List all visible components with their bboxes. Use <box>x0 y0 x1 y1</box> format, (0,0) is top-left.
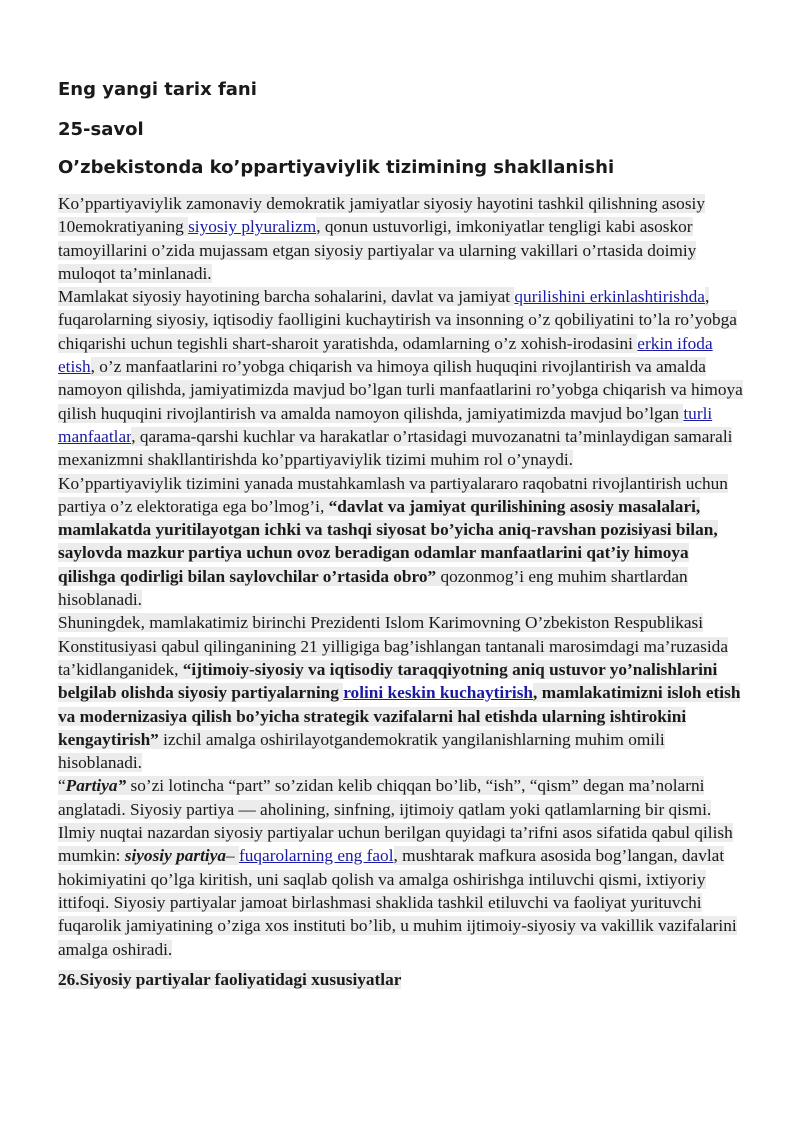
document-page <box>58 74 748 993</box>
next-question-heading: 26.Siyosiy partiyalar faoliyatidagi xususiyatlar <box>58 969 402 989</box>
paragraph-text: , o’z manfaatlarini ro’yobga chiqarish va himoya qilish huquqini rivojlantirish va amalda namoyon qilishda, jamiyatimizda mavjud bo’lgan turli manfaatlarini ro’yobga chiqarish va himoya qilish huquqini rivojlantirish va amalda namoyon qilishda, jamiyatimizda mavjud bo’lgan <box>58 357 743 423</box>
paragraph-text: , mushtarak mafkura asosida bog’langan, davlat hokimiyatini qo’lga kiritish, uni saqlab qolish va amalga oshirishga intiluvchi qismi, ixtiyoriy ittifoqi. Siyosiy partiyalar jamoat birlashmasi shaklida tashkil etiluvchi va faoliyat yurituvchi fuqarolik jamiyatining o’ziga xos instituti bo’lib, u muhim ijtimoiy-siyosiy va vakillik vazifalarini amalga oshiradi. <box>58 846 737 959</box>
link-qurilishini-erkinlashtirishda[interactable]: qurilishini erkinlashtirishda <box>514 287 705 307</box>
subject-heading: Eng yangi tarix fani <box>58 79 257 100</box>
bold-quote: , mamlakatimizni isloh etish va modernizasiya qilish bo’yicha strategik vazifalarni hal etishda ularning ishtirokini kengaytirish” <box>58 683 741 749</box>
paragraph-1 <box>58 192 748 285</box>
bold-italic-term: Partiya” <box>65 776 127 796</box>
paragraph-text: – <box>226 846 239 866</box>
paragraph-4 <box>58 611 748 774</box>
topic-heading: O’zbekistonda ko’ppartiyaviylik tizimining shakllanishi <box>58 157 615 178</box>
paragraph-text: , qonun ustuvorligi, imkoniyatlar tengligi kabi asoskor tamoyillarini o’zida mujassam etgan siyosiy partiyalar va ularning vakillari o’rtasida doimiy muloqot ta’minlanadi. <box>58 217 697 283</box>
question-number-heading: 25-savol <box>58 119 144 140</box>
document-body <box>58 192 748 961</box>
bold-quote: “ijtimoiy-siyosiy va iqtisodiy taraqqiyotning aniq ustuvor yo’nalishlarini belgilab olishda siyosiy partiyalarning <box>58 659 718 703</box>
paragraph-text: , qarama-qarshi kuchlar va harakatlar o’rtasidagi muvozanatni ta’minlaydigan samarali mexanizmni shakllantirishda ko’ppartiyaviylik tizimi muhim rol o’ynaydi. <box>58 426 733 470</box>
paragraph-text: Mamlakat siyosiy hayotining barcha sohalarini, davlat va jamiyat <box>58 287 515 307</box>
paragraph-text: Shuningdek, mamlakatimiz birinchi Prezidenti Islom Karimovning O’zbekiston Respublikasi Konstitusiyasi qabul qilinganining 21 yilligiga bag’ishlangan tantanali marosimdagi ma’ruzasida ta’kidlanganidek, <box>58 613 728 679</box>
paragraph-text: “ <box>58 776 66 796</box>
paragraph-text: Ko’ppartiyaviylik tizimini yanada mustahkamlash va partiyalararo raqobatni rivojlantirish uchun partiya o’z elektoratiga ega bo’lmog’i, <box>58 473 728 516</box>
paragraph-text: so’zi lotincha “part” so’zidan kelib chiqqan bo’lib, “ish”, “qism” degan ma’nolarni anglatadi. Siyosiy partiya — aholining, sinfning, ijtimoiy qatlam yoki qatlamlarning bir qismi. Ilmiy nuqtai nazardan siyosiy partiyalar uchun berilgan quyidagi ta’rifni asos sifatida qabul qilish mumkin: <box>58 776 733 866</box>
paragraph-text: , fuqarolarning siyosiy, iqtisodiy faolligini kuchaytirish va insonning o’z qobiliyatini to’la ro’yobga chiqarishi uchun tegishli shart-sharoit yaratishda, odamlarning o’z xohish-irodasini <box>58 287 737 353</box>
link-turli-manfaatlar[interactable]: turli manfaatlar <box>58 403 713 446</box>
bold-quote: “davlat va jamiyat qurilishining asosiy masalalari, mamlakatda yuritilayotgan ichki va tashqi siyosat bo’yicha aniq-ravshan pozisiyasi bilan, saylovda mazkur partiya uchun ovoz beradigan odamlar manfaatlarini qat’iy himoya qilishga qodirligi bilan saylovchilar o’rtasida obro” <box>58 496 718 586</box>
paragraph-3 <box>58 472 748 612</box>
link-fuqarolarning-eng-faol[interactable]: fuqarolarning eng faol <box>238 846 394 866</box>
bold-italic-term: siyosiy partiya <box>124 846 227 866</box>
link-erkin-ifoda-etish[interactable]: erkin ifoda etish <box>58 333 713 377</box>
paragraph-text: izchil amalga oshirilayotgandemokratik yangilanishlarning muhim omili hisoblanadi. <box>58 729 665 773</box>
paragraph-text: Ko’ppartiyaviylik zamonaviy demokratik jamiyatlar siyosiy hayotini tashkil qilishning asosiy 10emokratiyaning <box>58 194 705 237</box>
paragraph-5 <box>58 774 748 960</box>
paragraph-2 <box>58 285 748 471</box>
paragraph-text: qozonmog’i eng muhim shartlardan hisoblanadi. <box>58 566 688 610</box>
link-siyosiy-plyuralizm[interactable]: siyosiy plyuralizm <box>188 217 317 237</box>
link-rolini-keskin-kuchaytirish[interactable]: rolini keskin kuchaytirish <box>343 683 534 703</box>
